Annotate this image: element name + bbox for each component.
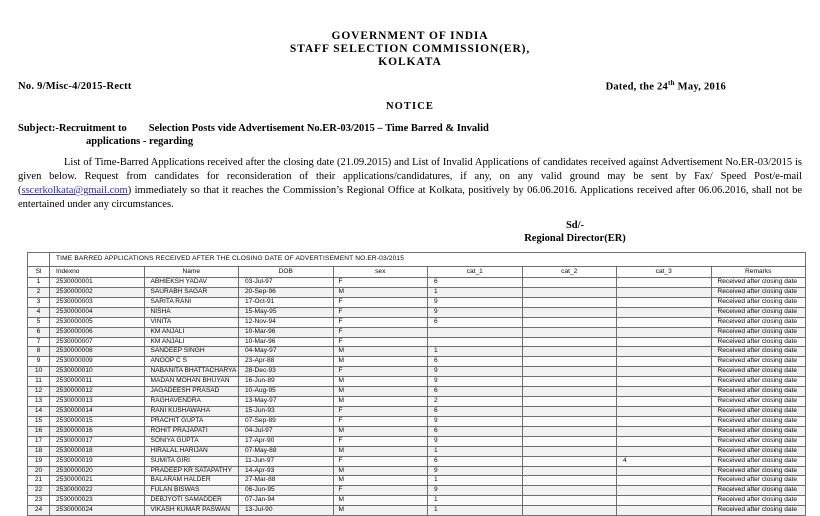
cell-sex: M (333, 347, 428, 357)
cell-indexno: 2530000016 (50, 426, 145, 436)
cell-dob: 20-Sep-96 (239, 287, 334, 297)
cell-sex: F (333, 367, 428, 377)
signature-sd: Sd/- (565, 219, 585, 231)
column-header-sl[interactable]: Sl (28, 267, 50, 278)
cell-sex: M (333, 506, 428, 516)
date-suffix: May, 2016 (674, 81, 726, 93)
table-title: TIME BARRED APPLICATIONS RECEIVED AFTER THE CLOSING DATE OF ADVERTISEMENT NO.ER-03/2015 (50, 253, 806, 267)
cell-dob: 07-Sep-89 (239, 416, 334, 426)
cell-sl: 6 (28, 327, 50, 337)
cell-cat1: 9 (428, 377, 523, 387)
cell-cat3 (617, 297, 712, 307)
cell-indexno: 2530000006 (50, 327, 145, 337)
cell-name: NABANITA BHATTACHARYA (144, 367, 239, 377)
table-row[interactable] (28, 347, 806, 357)
cell-cat2 (522, 436, 617, 446)
cell-name: SONIYA GUPTA (144, 436, 239, 446)
cell-indexno: 2530000008 (50, 347, 145, 357)
table-title-row (28, 253, 806, 267)
cell-sl: 5 (28, 317, 50, 327)
cell-sex: F (333, 416, 428, 426)
table-row[interactable] (28, 466, 806, 476)
cell-sex: M (333, 377, 428, 387)
cell-cat1: 6 (428, 456, 523, 466)
cell-cat2 (522, 476, 617, 486)
cell-remarks: Received after closing date (711, 436, 806, 446)
cell-cat3 (617, 377, 712, 387)
cell-cat1: 9 (428, 297, 523, 307)
cell-remarks: Received after closing date (711, 287, 806, 297)
cell-dob: 04-Jul-97 (239, 426, 334, 436)
cell-cat1: 9 (428, 307, 523, 317)
column-header-dob[interactable]: DOB (239, 267, 334, 278)
cell-cat3 (617, 426, 712, 436)
applications-table (27, 252, 806, 516)
cell-cat1: 1 (428, 496, 523, 506)
cell-cat2 (522, 486, 617, 496)
cell-sl: 17 (28, 436, 50, 446)
cell-sl: 12 (28, 387, 50, 397)
cell-sex: M (333, 397, 428, 407)
cell-cat3 (617, 307, 712, 317)
cell-sex: F (333, 327, 428, 337)
cell-cat1: 1 (428, 506, 523, 516)
cell-dob: 04-May-97 (239, 347, 334, 357)
signature-designation: Regional Director(ER) (524, 232, 626, 244)
cell-dob: 11-Jun-97 (239, 456, 334, 466)
column-header-cat2[interactable]: cat_2 (522, 267, 617, 278)
cell-cat2 (522, 456, 617, 466)
table-row[interactable] (28, 397, 806, 407)
cell-sl: 18 (28, 446, 50, 456)
cell-remarks: Received after closing date (711, 456, 806, 466)
table-row[interactable] (28, 367, 806, 377)
cell-name: VIKASH KUMAR PASWAN (144, 506, 239, 516)
body-text-after-email: ) immediately so that it reaches the Commission’s Regional Office at Kolkata, positively by 06.06.2016. Applications received after 06.06.2016, shall not be entertained under any circumstances. (18, 185, 802, 210)
table-row[interactable] (28, 407, 806, 417)
cell-cat1: 1 (428, 446, 523, 456)
title-row-blank-cell (28, 253, 50, 267)
org-name-line1: GOVERNMENT OF INDIA (331, 30, 489, 42)
cell-cat1: 1 (428, 476, 523, 486)
cell-indexno: 2530000013 (50, 397, 145, 407)
cell-name: ANOOP C S (144, 357, 239, 367)
cell-cat1: 9 (428, 436, 523, 446)
cell-dob: 23-Apr-88 (239, 357, 334, 367)
cell-cat3: 4 (617, 456, 712, 466)
cell-name: FULAN BISWAS (144, 486, 239, 496)
table-row[interactable] (28, 377, 806, 387)
cell-sl: 7 (28, 337, 50, 347)
cell-sex: M (333, 496, 428, 506)
cell-cat2 (522, 496, 617, 506)
cell-sex: F (333, 436, 428, 446)
body-paragraph (10, 156, 810, 211)
cell-cat2 (522, 357, 617, 367)
cell-remarks: Received after closing date (711, 297, 806, 307)
cell-remarks: Received after closing date (711, 278, 806, 288)
cell-sl: 16 (28, 426, 50, 436)
cell-sl: 8 (28, 347, 50, 357)
cell-remarks: Received after closing date (711, 377, 806, 387)
cell-name: BALARAM HALDER (144, 476, 239, 486)
cell-sex: M (333, 387, 428, 397)
cell-dob: 28-Dec-93 (239, 367, 334, 377)
table-row[interactable] (28, 278, 806, 288)
cell-sl: 19 (28, 456, 50, 466)
reference-date-row (10, 79, 810, 93)
cell-cat2 (522, 347, 617, 357)
subject-label: Subject:- (18, 123, 59, 135)
cell-indexno: 2530000011 (50, 377, 145, 387)
table-head (28, 253, 806, 278)
cell-cat2 (522, 307, 617, 317)
cell-cat1: 9 (428, 466, 523, 476)
cell-indexno: 2530000012 (50, 387, 145, 397)
cell-sex: M (333, 287, 428, 297)
cell-name: MADAN MOHAN BHUYAN (144, 377, 239, 387)
cell-cat3 (617, 347, 712, 357)
table-row[interactable] (28, 287, 806, 297)
cell-dob: 15-May-95 (239, 307, 334, 317)
table-row[interactable] (28, 416, 806, 426)
table-row[interactable] (28, 387, 806, 397)
subject-text-b: Selection Posts vide Advertisement No.ER-03/2015 – Time Barred & Invalid (148, 123, 489, 135)
cell-name: KM ANJALI (144, 337, 239, 347)
cell-name: RAGHAVENDRA (144, 397, 239, 407)
table-body (28, 278, 806, 516)
cell-sex: M (333, 476, 428, 486)
cell-dob: 16-Jun-89 (239, 377, 334, 387)
cell-cat1: 1 (428, 287, 523, 297)
letterhead (10, 0, 810, 69)
cell-dob: 12-Nov-94 (239, 317, 334, 327)
cell-dob: 27-Mar-88 (239, 476, 334, 486)
cell-cat3 (617, 367, 712, 377)
cell-sl: 10 (28, 367, 50, 377)
cell-indexno: 2530000020 (50, 466, 145, 476)
cell-name: PRADEEP KR SATAPATHY (144, 466, 239, 476)
cell-dob: 07-Jan-94 (239, 496, 334, 506)
table-row[interactable] (28, 307, 806, 317)
cell-cat2 (522, 297, 617, 307)
cell-remarks: Received after closing date (711, 307, 806, 317)
table-column-header-row (28, 267, 806, 278)
cell-sl: 11 (28, 377, 50, 387)
cell-name: ROHIT PRAJAPATI (144, 426, 239, 436)
cell-cat3 (617, 337, 712, 347)
cell-indexno: 2530000021 (50, 476, 145, 486)
cell-cat2 (522, 466, 617, 476)
cell-remarks: Received after closing date (711, 317, 806, 327)
cell-remarks: Received after closing date (711, 347, 806, 357)
cell-remarks: Received after closing date (711, 387, 806, 397)
cell-sl: 4 (28, 307, 50, 317)
org-city: KOLKATA (378, 55, 442, 68)
cell-sl: 13 (28, 397, 50, 407)
table-row[interactable] (28, 317, 806, 327)
cell-cat2 (522, 416, 617, 426)
cell-name: RANI KUSHAWAHA (144, 407, 239, 417)
cell-cat1: 6 (428, 426, 523, 436)
cell-cat2 (522, 337, 617, 347)
reference-number: No. 9/Misc-4/2015-Rectt (18, 81, 132, 93)
cell-cat3 (617, 317, 712, 327)
cell-sl: 3 (28, 297, 50, 307)
cell-cat2 (522, 317, 617, 327)
table-row[interactable] (28, 496, 806, 506)
cell-name: SARITA RANI (144, 297, 239, 307)
cell-cat3 (617, 387, 712, 397)
cell-cat2 (522, 327, 617, 337)
cell-sex: F (333, 278, 428, 288)
cell-remarks: Received after closing date (711, 357, 806, 367)
cell-cat3 (617, 287, 712, 297)
cell-sex: F (333, 407, 428, 417)
cell-indexno: 2530000009 (50, 357, 145, 367)
cell-cat2 (522, 426, 617, 436)
column-header-sex[interactable]: sex (333, 267, 428, 278)
cell-cat3 (617, 397, 712, 407)
cell-cat2 (522, 287, 617, 297)
cell-sl: 1 (28, 278, 50, 288)
cell-cat1: 9 (428, 486, 523, 496)
date-ordinal-suffix: th (668, 78, 675, 87)
cell-cat3 (617, 486, 712, 496)
cell-name: HIRALAL HARIJAN (144, 446, 239, 456)
cell-cat1 (428, 337, 523, 347)
org-name-line2: STAFF SELECTION COMMISSION(ER), (289, 42, 531, 55)
cell-cat3 (617, 416, 712, 426)
cell-dob: 07-May-88 (239, 446, 334, 456)
table-row[interactable] (28, 486, 806, 496)
cell-cat2 (522, 397, 617, 407)
applications-table-wrapper (10, 252, 810, 516)
cell-sex: F (333, 486, 428, 496)
cell-remarks: Received after closing date (711, 416, 806, 426)
cell-name: NISHA (144, 307, 239, 317)
cell-dob: 13-May-97 (239, 397, 334, 407)
cell-cat3 (617, 496, 712, 506)
notice-heading: NOTICE (385, 101, 435, 113)
table-row[interactable] (28, 337, 806, 347)
cell-sex: F (333, 456, 428, 466)
cell-name: JAGADEESH PRASAD (144, 387, 239, 397)
cell-dob: 14-Apr-93 (239, 466, 334, 476)
cell-dob: 06-Jun-95 (239, 486, 334, 496)
cell-cat1: 9 (428, 416, 523, 426)
table-row[interactable] (28, 506, 806, 516)
subject-line2: applications - regarding (86, 135, 194, 147)
table-row[interactable] (28, 426, 806, 436)
cell-remarks: Received after closing date (711, 367, 806, 377)
cell-cat3 (617, 446, 712, 456)
cell-dob: 03-Jul-97 (239, 278, 334, 288)
cell-indexno: 2530000015 (50, 416, 145, 426)
cell-sl: 15 (28, 416, 50, 426)
cell-cat2 (522, 387, 617, 397)
cell-remarks: Received after closing date (711, 506, 806, 516)
cell-cat1 (428, 327, 523, 337)
cell-name: SAURABH SAGAR (144, 287, 239, 297)
email-link[interactable]: sscerkolkata@gmail.com (21, 185, 128, 197)
cell-cat1: 6 (428, 317, 523, 327)
cell-indexno: 2530000001 (50, 278, 145, 288)
cell-indexno: 2530000019 (50, 456, 145, 466)
cell-cat3 (617, 357, 712, 367)
cell-dob: 10-Aug-95 (239, 387, 334, 397)
cell-indexno: 2530000002 (50, 287, 145, 297)
cell-name: ABHIEKSH YADAV (144, 278, 239, 288)
cell-cat1: 6 (428, 407, 523, 417)
cell-cat1: 6 (428, 278, 523, 288)
cell-sl: 22 (28, 486, 50, 496)
cell-dob: 17-Apr-90 (239, 436, 334, 446)
cell-indexno: 2530000018 (50, 446, 145, 456)
table-row[interactable] (28, 327, 806, 337)
cell-cat1: 1 (428, 347, 523, 357)
cell-cat1: 6 (428, 387, 523, 397)
cell-cat3 (617, 436, 712, 446)
column-header-indexno[interactable]: Indexno (50, 267, 145, 278)
cell-sl: 24 (28, 506, 50, 516)
cell-sl: 2 (28, 287, 50, 297)
cell-remarks: Received after closing date (711, 397, 806, 407)
cell-indexno: 2530000007 (50, 337, 145, 347)
cell-indexno: 2530000017 (50, 436, 145, 446)
cell-sl: 9 (28, 357, 50, 367)
cell-indexno: 2530000014 (50, 407, 145, 417)
cell-cat3 (617, 278, 712, 288)
cell-cat1: 6 (428, 357, 523, 367)
cell-sex: F (333, 307, 428, 317)
table-row[interactable] (28, 357, 806, 367)
cell-indexno: 2530000023 (50, 496, 145, 506)
cell-remarks: Received after closing date (711, 476, 806, 486)
cell-indexno: 2530000010 (50, 367, 145, 377)
table-row[interactable] (28, 476, 806, 486)
cell-sl: 23 (28, 496, 50, 506)
column-header-cat1[interactable]: cat_1 (428, 267, 523, 278)
cell-indexno: 2530000004 (50, 307, 145, 317)
cell-sex: M (333, 466, 428, 476)
document-date (606, 79, 804, 93)
cell-name: KM ANJALI (144, 327, 239, 337)
cell-cat3 (617, 476, 712, 486)
cell-cat3 (617, 466, 712, 476)
cell-remarks: Received after closing date (711, 446, 806, 456)
date-prefix: Dated, the 24 (605, 81, 669, 93)
cell-sl: 20 (28, 466, 50, 476)
cell-remarks: Received after closing date (711, 337, 806, 347)
cell-sl: 21 (28, 476, 50, 486)
cell-cat2 (522, 446, 617, 456)
cell-remarks: Received after closing date (711, 466, 806, 476)
cell-sex: M (333, 426, 428, 436)
cell-remarks: Received after closing date (711, 327, 806, 337)
cell-cat1: 9 (428, 367, 523, 377)
table-row[interactable] (28, 297, 806, 307)
cell-dob: 10-Mar-96 (239, 327, 334, 337)
table-row[interactable] (28, 446, 806, 456)
cell-cat2 (522, 506, 617, 516)
cell-remarks: Received after closing date (711, 496, 806, 506)
cell-sex: F (333, 337, 428, 347)
body-text-before-email: List of Time-Barred Applications received after the closing date (21.09.2015) and List of Invalid Applications of candidates received against Advertisement No.ER-03/2015 is given below. Request from candidates for reconsideration of their applications/candidatures, if any, on any valid ground may be sent by Fax/ Speed Post/e-mail ( (18, 157, 802, 197)
cell-sex: M (333, 446, 428, 456)
cell-name: SANDEEP SINGH (144, 347, 239, 357)
cell-cat2 (522, 278, 617, 288)
cell-indexno: 2530000003 (50, 297, 145, 307)
cell-name: SUMITA GIRI (144, 456, 239, 466)
cell-cat3 (617, 506, 712, 516)
cell-name: VINITA (144, 317, 239, 327)
subject-text-a: Recruitment to (58, 123, 127, 135)
cell-sex: F (333, 297, 428, 307)
cell-dob: 17-Oct-91 (239, 297, 334, 307)
column-header-cat3[interactable]: cat_3 (617, 267, 712, 278)
cell-dob: 15-Jun-93 (239, 407, 334, 417)
cell-cat3 (617, 327, 712, 337)
cell-remarks: Received after closing date (711, 407, 806, 417)
cell-remarks: Received after closing date (711, 486, 806, 496)
table-row[interactable] (28, 436, 806, 446)
cell-sex: F (333, 317, 428, 327)
cell-cat2 (522, 377, 617, 387)
cell-indexno: 2530000005 (50, 317, 145, 327)
subject-line (10, 122, 810, 148)
cell-name: PRACHIT GUPTA (144, 416, 239, 426)
cell-sl: 14 (28, 407, 50, 417)
cell-cat2 (522, 407, 617, 417)
cell-cat3 (617, 407, 712, 417)
cell-name: DEBJYOTI SAMADDER (144, 496, 239, 506)
table-row[interactable] (28, 456, 806, 466)
cell-remarks: Received after closing date (711, 426, 806, 436)
cell-indexno: 2530000024 (50, 506, 145, 516)
cell-sex: M (333, 357, 428, 367)
column-header-remarks[interactable]: Remarks (711, 267, 806, 278)
cell-cat1: 2 (428, 397, 523, 407)
signature-block (10, 219, 810, 245)
cell-dob: 13-Jul-90 (239, 506, 334, 516)
cell-dob: 10-Mar-96 (239, 337, 334, 347)
cell-indexno: 2530000022 (50, 486, 145, 496)
cell-cat2 (522, 367, 617, 377)
column-header-name[interactable]: Name (144, 267, 239, 278)
